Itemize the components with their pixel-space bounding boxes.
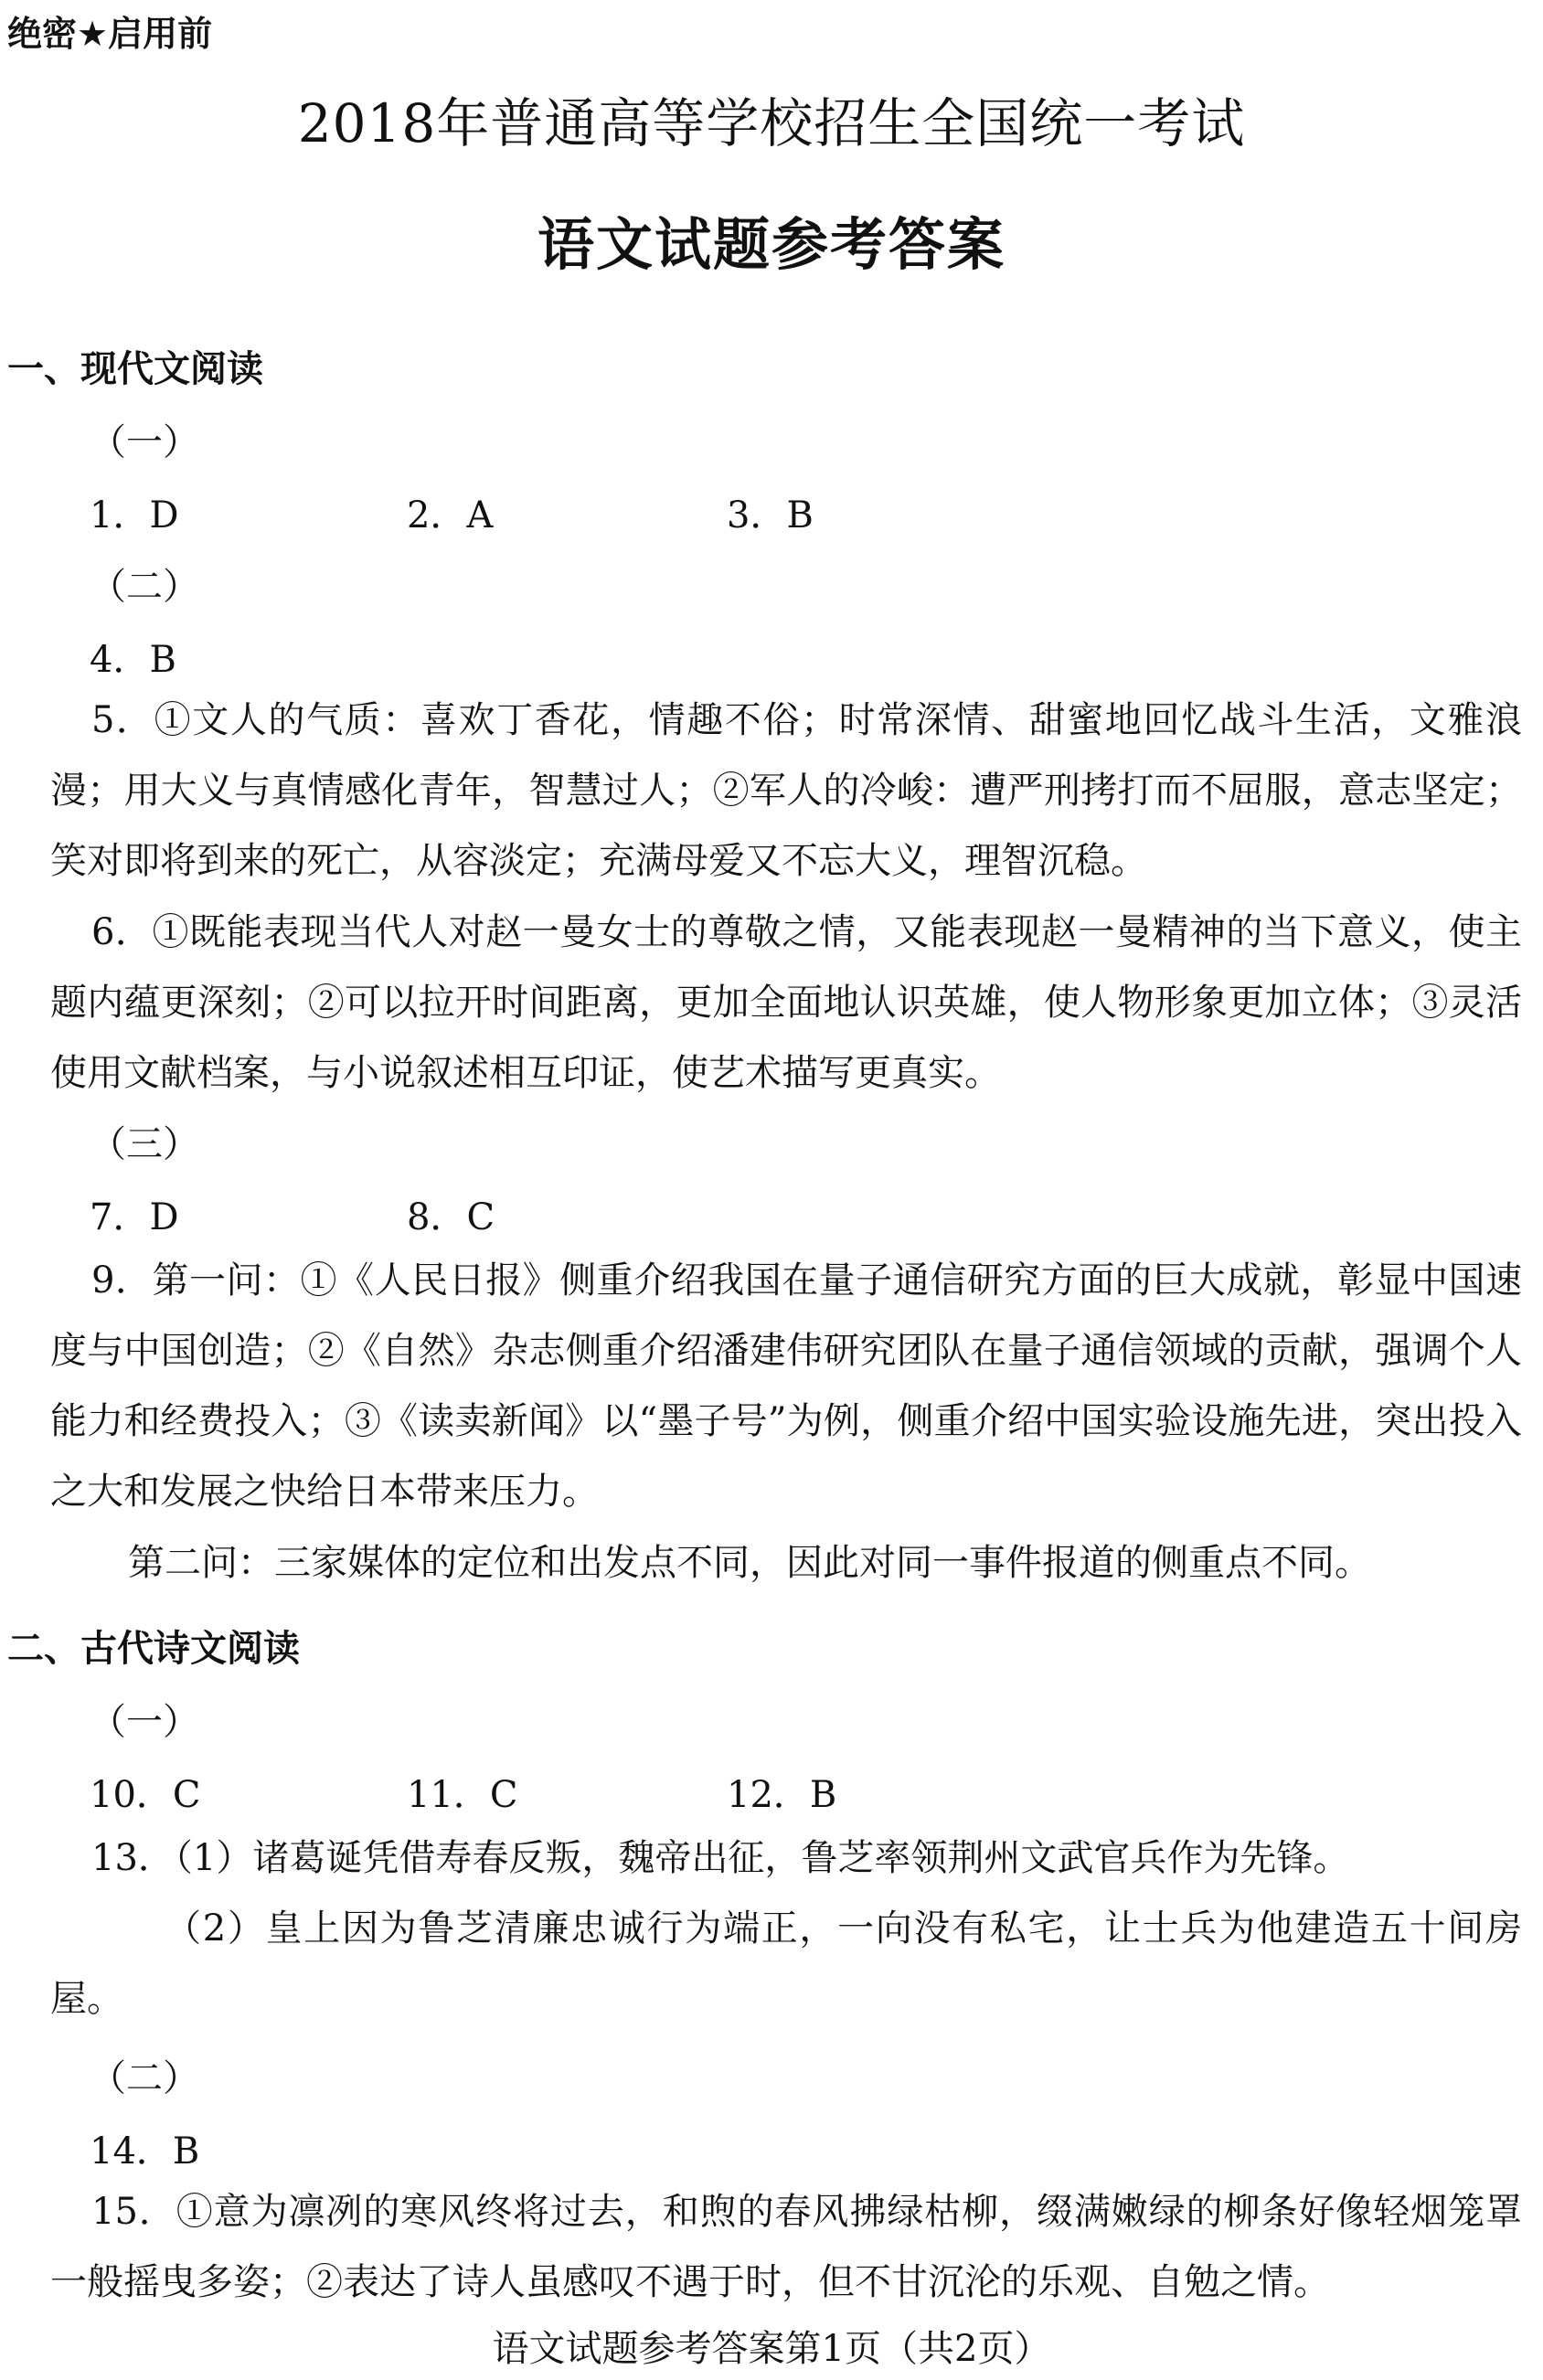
part-label: （一） bbox=[90, 421, 199, 463]
answer-q7: 7．D bbox=[90, 1196, 179, 1238]
exam-title: 2018年普通高等学校招生全国统一考试 bbox=[297, 92, 1246, 154]
answer-q9: 9．第一问：①《人民日报》侧重介绍我国在量子通信研究方面的巨大成就，彰显中国速度与中国创造；②《自然》杂志侧重介绍潘建伟研究团队在量子通信领域的贡献，强调个人能力和经费投入；③《读卖新闻》以“墨子号”为例，侧重介绍中国实验设施先进，突出投入之大和发展之快给日本带来压力。 bbox=[50, 1259, 1522, 1513]
section-heading-classical-reading: 二、古代诗文阅读 bbox=[7, 1628, 300, 1670]
part-label: （三） bbox=[90, 1123, 199, 1165]
page-footer: 语文试题参考答案第1页（共2页） bbox=[492, 2328, 1051, 2370]
answer-q9-part2: 第二问：三家媒体的定位和出发点不同，因此对同一事件报道的侧重点不同。 bbox=[128, 1542, 1371, 1584]
answer-q1: 1．D bbox=[90, 494, 179, 537]
section-heading-modern-reading: 一、现代文阅读 bbox=[7, 348, 263, 390]
answer-q15: 15．①意为凛冽的寒风终将过去，和煦的春风拂绿枯柳，缀满嫩绿的柳条好像轻烟笼罩一般摇曳多姿；②表达了诗人虽感叹不遇于时，但不甘沉沦的乐观、自勉之情。 bbox=[50, 2191, 1522, 2303]
answer-q12: 12．B bbox=[727, 1774, 837, 1816]
answer-q8: 8．C bbox=[407, 1196, 495, 1238]
part-label: （一） bbox=[90, 1701, 199, 1743]
answer-q5: 5．①文人的气质：喜欢丁香花，情趣不俗；时常深情、甜蜜地回忆战斗生活，文雅浪漫；用大义与真情感化青年，智慧过人；②军人的冷峻：遭严刑拷打而不屈服，意志坚定；笑对即将到来的死亡，从容淡定；充满母爱又不忘大义，理智沉稳。 bbox=[50, 699, 1522, 882]
answer-q3: 3．B bbox=[727, 494, 814, 537]
answer-q14: 14．B bbox=[90, 2130, 200, 2173]
part-label: （二） bbox=[90, 2057, 199, 2099]
document-title: 语文试题参考答案 bbox=[537, 211, 1006, 278]
answer-q11: 11．C bbox=[407, 1774, 518, 1816]
part-label: （二） bbox=[90, 566, 199, 608]
answer-q2: 2．A bbox=[407, 494, 494, 537]
confidential-label: 绝密★启用前 bbox=[7, 14, 213, 54]
answer-q13-2: （2）皇上因为鲁芝清廉忠诚行为端正，一向没有私宅，让士兵为他建造五十间房屋。 bbox=[50, 1907, 1522, 2020]
answer-q10: 10．C bbox=[90, 1774, 201, 1816]
answer-q4: 4．B bbox=[90, 639, 176, 681]
answer-q6: 6．①既能表现当代人对赵一曼女士的尊敬之情，又能表现赵一曼精神的当下意义，使主题内蕴更深刻；②可以拉开时间距离，更加全面地认识英雄，使人物形象更加立体；③灵活使用文献档案，与小说叙述相互印证，使艺术描写更真实。 bbox=[50, 911, 1522, 1094]
answer-q13-1: 13．（1）诸葛诞凭借寿春反叛，魏帝出征，鲁芝率领荆州文武官兵作为先锋。 bbox=[91, 1837, 1350, 1879]
